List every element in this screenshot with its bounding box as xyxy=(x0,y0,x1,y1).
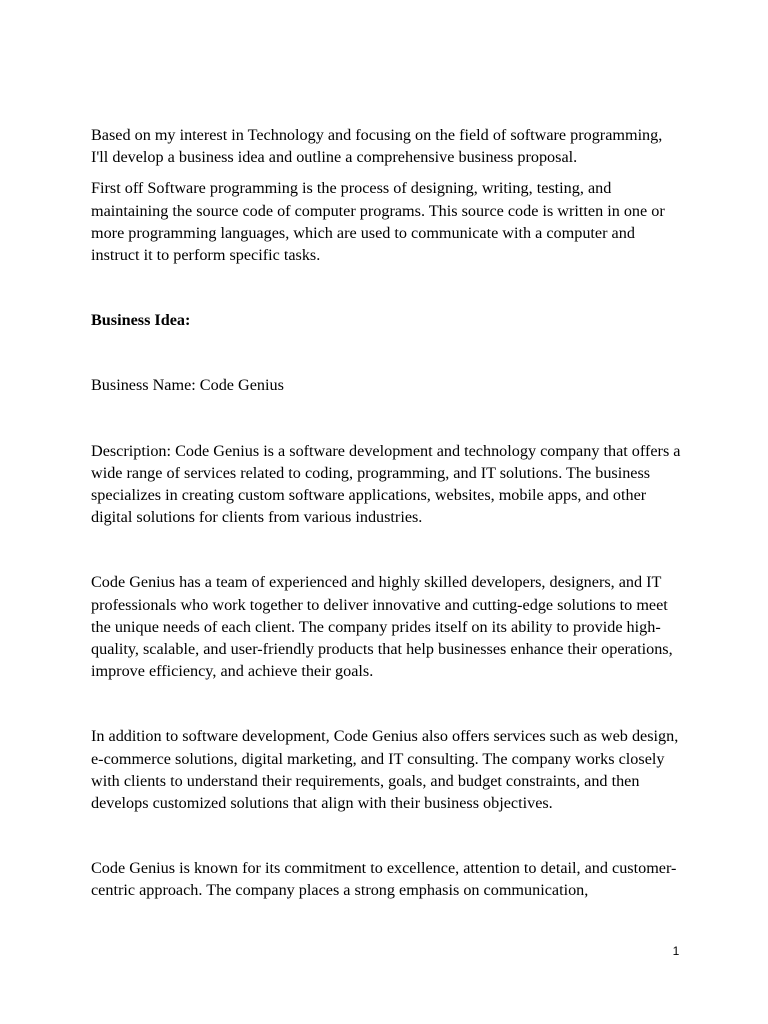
description-paragraph: Description: Code Genius is a software development and technology company that offers a wide range of services related to coding, programming, and IT solutions. The business specializes in creating custom software applications, websites, mobile apps, and other digital solutions for clients from various industries. xyxy=(91,441,681,527)
team-paragraph: Code Genius has a team of experienced and highly skilled developers, designers, and IT professionals who work together to deliver innovative and cutting-edge solutions to meet the unique needs of each client. The company prides itself on its ability to provide high-quality, scalable, and user-friendly products that help businesses enhance their operations, improve efficiency, and achieve their goals. xyxy=(91,573,673,681)
page-number: 1 xyxy=(672,944,680,958)
intro-paragraph-2: First off Software programming is the process of designing, writing, testing, and maintaining the source code of computer programs. This source code is written in one or more programming languages, which are used to communicate with a computer and instruct it to perform specific tasks. xyxy=(91,179,665,265)
services-paragraph: In addition to software development, Code Genius also offers services such as web design, e-commerce solutions, digital marketing, and IT consulting. The company works closely with clients to understand their requirements, goals, and budget constraints, and then develops customized solutions that align with their business objectives. xyxy=(91,727,679,813)
commitment-paragraph: Code Genius is known for its commitment to excellence, attention to detail, and customer-centric approach. The company places a strong emphasis on communication, xyxy=(91,859,677,900)
business-idea-heading: Business Idea: xyxy=(91,311,191,330)
business-name-paragraph: Business Name: Code Genius xyxy=(91,376,284,395)
intro-paragraph-1: Based on my interest in Technology and focusing on the field of software programming, I'll develop a business idea and outline a comprehensive business proposal. xyxy=(91,126,663,167)
document-body xyxy=(91,124,683,902)
